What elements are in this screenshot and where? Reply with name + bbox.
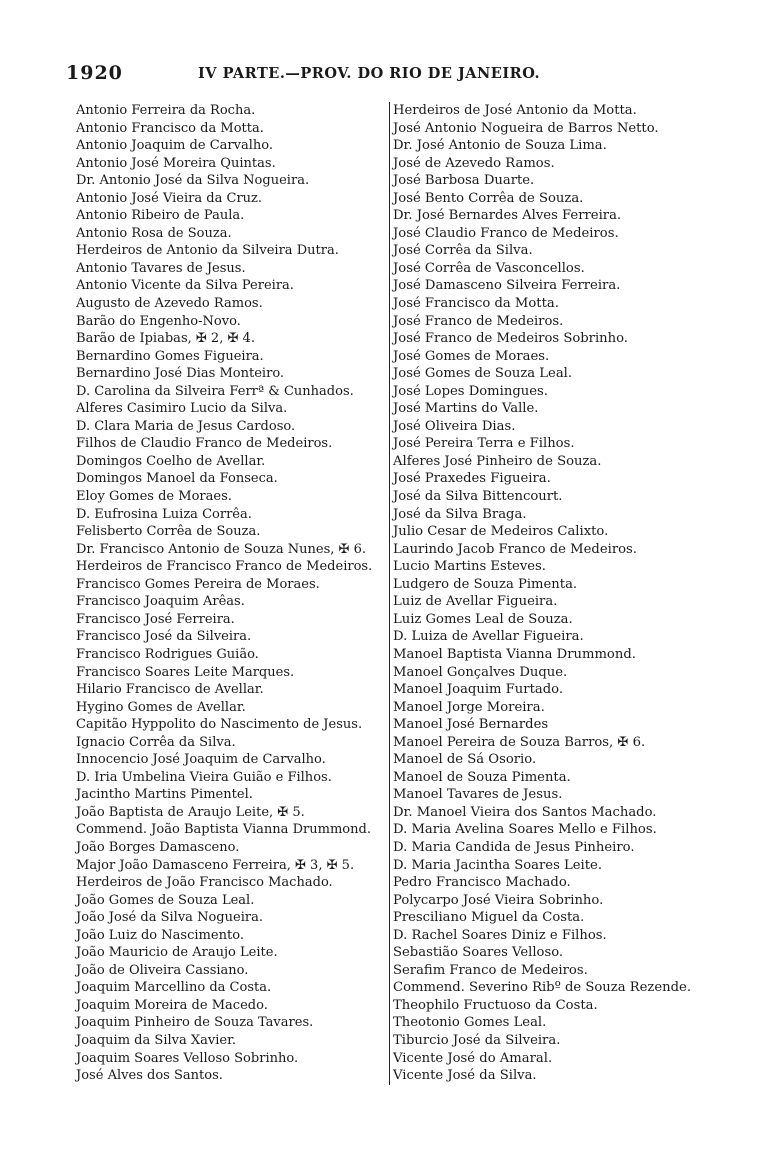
list-item: José da Silva Bittencourt.	[393, 489, 563, 505]
list-item: Dr. Francisco Antonio de Souza Nunes, ✠ 6.	[76, 541, 366, 557]
list-item: Herdeiros de João Francisco Machado.	[76, 875, 333, 891]
list-item: Joaquim Soares Velloso Sobrinho.	[76, 1050, 299, 1066]
list-item: José Praxedes Figueira.	[393, 471, 551, 487]
list-item: Julio Cesar de Medeiros Calixto.	[393, 524, 609, 540]
list-item: José Francisco da Motta.	[393, 296, 559, 312]
list-item: João Baptista de Araujo Leite, ✠ 5.	[76, 804, 305, 820]
list-item: Vicente José do Amaral.	[393, 1050, 553, 1066]
list-item: Bernardino José Dias Monteiro.	[76, 366, 285, 382]
list-item: José da Silva Braga.	[393, 506, 527, 522]
list-item: José Corrêa da Silva.	[393, 243, 533, 259]
list-item: José Franco de Medeiros.	[393, 313, 564, 329]
list-item: Dr. José Antonio de Souza Lima.	[393, 138, 607, 154]
list-item: José Lopes Domingues.	[393, 383, 548, 399]
list-item: Ludgero de Souza Pimenta.	[393, 576, 578, 592]
list-item: Manoel de Souza Pimenta.	[393, 769, 571, 785]
list-item: Dr. Manoel Vieira dos Santos Machado.	[393, 804, 657, 820]
list-item: Manoel de Sá Osorio.	[393, 752, 537, 768]
list-item: Antonio José Moreira Quintas.	[76, 155, 276, 171]
list-item: Theotonio Gomes Leal.	[393, 1015, 547, 1031]
list-item: Herdeiros de José Antonio da Motta.	[393, 103, 637, 118]
right-column	[389, 102, 713, 1085]
list-item: D. Clara Maria de Jesus Cardoso.	[76, 418, 296, 434]
list-item: D. Rachel Soares Diniz e Filhos.	[393, 927, 607, 943]
list-item: Sebastião Soares Velloso.	[393, 945, 564, 961]
list-item: Herdeiros de Antonio da Silveira Dutra.	[76, 243, 339, 259]
list-item: Antonio Rosa de Souza.	[76, 225, 232, 241]
list-item: Francisco José Ferreira.	[76, 611, 235, 627]
list-item: Manoel José Bernardes	[393, 717, 549, 733]
list-item: José Gomes de Moraes.	[393, 348, 550, 364]
list-item: José Claudio Franco de Medeiros.	[393, 225, 619, 241]
list-item: João Luiz do Nascimento.	[76, 927, 244, 943]
list-item: Francisco Rodrigues Guião.	[76, 646, 259, 662]
list-item: Hygino Gomes de Avellar.	[76, 699, 246, 715]
list-item: Joaquim Marcellino da Costa.	[76, 980, 272, 996]
list-item: D. Eufrosina Luiza Corrêa.	[76, 506, 252, 522]
list-item: Barão de Ipiabas, ✠ 2, ✠ 4.	[76, 331, 255, 347]
list-item: Luiz Gomes Leal de Souza.	[393, 611, 573, 627]
running-head: IV PARTE.—PROV. DO RIO DE JANEIRO.	[198, 65, 541, 82]
list-item: José Oliveira Dias.	[393, 418, 516, 434]
list-item: D. Carolina da Silveira Ferrª & Cunhados.	[76, 383, 354, 399]
list-item: Innocencio José Joaquim de Carvalho.	[76, 752, 326, 768]
list-item: Joaquim Pinheiro de Souza Tavares.	[76, 1015, 314, 1031]
list-item: Antonio Tavares de Jesus.	[76, 260, 246, 276]
list-item: Bernardino Gomes Figueira.	[76, 348, 264, 364]
list-item: José Alves dos Santos.	[76, 1068, 223, 1084]
list-item: Alferes José Pinheiro de Souza.	[393, 453, 602, 469]
list-item: José Barbosa Duarte.	[393, 173, 535, 189]
list-item: Dr. Antonio José da Silva Nogueira.	[76, 173, 310, 189]
list-item: Augusto de Azevedo Ramos.	[76, 296, 263, 312]
list-item: Vicente José da Silva.	[393, 1068, 537, 1084]
list-item: João Mauricio de Araujo Leite.	[76, 945, 278, 961]
list-item: João Borges Damasceno.	[76, 839, 240, 855]
list-item: Major João Damasceno Ferreira, ✠ 3, ✠ 5.	[76, 857, 355, 873]
list-item: José Corrêa de Vasconcellos.	[393, 260, 585, 276]
list-item: Laurindo Jacob Franco de Medeiros.	[393, 541, 637, 557]
page-header	[66, 62, 586, 84]
list-item: Manoel Gonçalves Duque.	[393, 664, 568, 680]
list-item: Manoel Tavares de Jesus.	[393, 787, 563, 803]
list-item: Manoel Joaquim Furtado.	[393, 682, 563, 698]
list-item: Eloy Gomes de Moraes.	[76, 489, 232, 505]
list-item: Hilario Francisco de Avellar.	[76, 682, 264, 698]
list-item: José Martins do Valle.	[393, 401, 539, 417]
list-item: José Franco de Medeiros Sobrinho.	[393, 331, 628, 347]
list-item: Antonio Ferreira da Rocha.	[76, 103, 256, 118]
list-item: Serafim Franco de Medeiros.	[393, 962, 588, 978]
list-item: Alferes Casimiro Lucio da Silva.	[76, 401, 288, 417]
list-item: João Gomes de Souza Leal.	[76, 892, 255, 908]
list-item: Francisco Joaquim Arêas.	[76, 594, 245, 610]
list-item: Dr. José Bernardes Alves Ferreira.	[393, 208, 622, 224]
list-item: Luiz de Avellar Figueira.	[393, 594, 558, 610]
list-item: D. Maria Jacintha Soares Leite.	[393, 857, 603, 873]
list-item: Antonio José Vieira da Cruz.	[76, 190, 263, 206]
list-item: Filhos de Claudio Franco de Medeiros.	[76, 436, 333, 452]
list-item: Manoel Jorge Moreira.	[393, 699, 545, 715]
list-item: Antonio Francisco da Motta.	[76, 120, 264, 136]
list-item: D. Maria Avelina Soares Mello e Filhos.	[393, 822, 657, 838]
list-item: Manoel Pereira de Souza Barros, ✠ 6.	[393, 734, 646, 750]
list-item: José Antonio Nogueira de Barros Netto.	[393, 120, 659, 136]
list-item: Jacintho Martins Pimentel.	[76, 787, 253, 803]
list-item: D. Maria Candida de Jesus Pinheiro.	[393, 839, 635, 855]
page-number: 1920	[66, 62, 123, 84]
list-item: Commend. João Baptista Vianna Drummond.	[76, 822, 371, 838]
list-item: Domingos Coelho de Avellar.	[76, 453, 266, 469]
list-item: Antonio Joaquim de Carvalho.	[76, 138, 274, 154]
list-item: João de Oliveira Cassiano.	[76, 962, 249, 978]
list-item: D. Luiza de Avellar Figueira.	[393, 629, 584, 645]
left-column	[76, 102, 388, 1085]
list-item: José de Azevedo Ramos.	[393, 155, 555, 171]
list-item: Commend. Severino Ribº de Souza Rezende.	[393, 980, 692, 996]
list-item: Ignacio Corrêa da Silva.	[76, 734, 236, 750]
list-item: Felisberto Corrêa de Souza.	[76, 524, 261, 540]
list-item: Manoel Baptista Vianna Drummond.	[393, 646, 636, 662]
list-item: D. Iria Umbelina Vieira Guião e Filhos.	[76, 769, 332, 785]
list-item: João José da Silva Nogueira.	[76, 910, 264, 926]
list-item: Domingos Manoel da Fonseca.	[76, 471, 278, 487]
list-item: Herdeiros de Francisco Franco de Medeiros.	[76, 559, 373, 575]
list-item: Antonio Vicente da Silva Pereira.	[76, 278, 294, 294]
list-item: Presciliano Miguel da Costa.	[393, 910, 585, 926]
list-item: Capitão Hyppolito do Nascimento de Jesus.	[76, 717, 363, 733]
list-item: José Gomes de Souza Leal.	[393, 366, 573, 382]
list-item: Francisco José da Silveira.	[76, 629, 252, 645]
list-item: Joaquim Moreira de Macedo.	[76, 997, 268, 1013]
list-item: José Pereira Terra e Filhos.	[393, 436, 575, 452]
list-item: Lucio Martins Esteves.	[393, 559, 546, 575]
list-item: Pedro Francisco Machado.	[393, 875, 571, 891]
list-item: José Bento Corrêa de Souza.	[393, 190, 584, 206]
list-item: Polycarpo José Vieira Sobrinho.	[393, 892, 604, 908]
list-item: José Damasceno Silveira Ferreira.	[393, 278, 621, 294]
list-item: Joaquim da Silva Xavier.	[76, 1032, 237, 1048]
list-item: Francisco Gomes Pereira de Moraes.	[76, 576, 320, 592]
list-item: Antonio Ribeiro de Paula.	[76, 208, 245, 224]
list-item: Barão do Engenho-Novo.	[76, 313, 241, 329]
list-item: Theophilo Fructuoso da Costa.	[393, 997, 598, 1013]
list-item: Tiburcio José da Silveira.	[393, 1032, 561, 1048]
list-item: Francisco Soares Leite Marques.	[76, 664, 295, 680]
